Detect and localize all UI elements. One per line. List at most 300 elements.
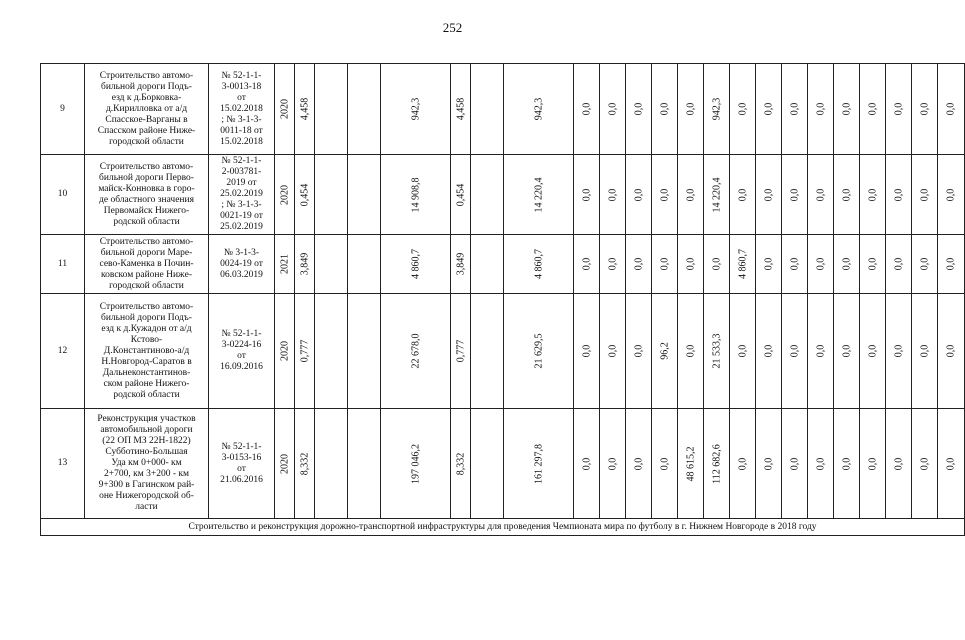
value-cell (912, 155, 938, 235)
value-text: 0,0 (867, 102, 878, 116)
document-number-line: 15.02.2018 (220, 103, 263, 114)
value-cell (834, 64, 860, 155)
value-cell (938, 294, 965, 409)
value-cell (704, 294, 730, 409)
value-text: 0,0 (763, 102, 774, 116)
value-cell (652, 155, 678, 235)
value-text: 0,0 (893, 457, 904, 470)
page-number: 252 (442, 20, 463, 35)
project-name-line: бильной дороги Маре- (100, 247, 193, 258)
value-cell (886, 155, 912, 235)
row-number: 9 (41, 64, 85, 155)
document-number-line: 3-0013-18 (221, 81, 262, 92)
value-text: 0,0 (867, 257, 878, 271)
project-name-line: д.Кирилловка от а/д (105, 103, 188, 114)
value-text: 14 220,4 (533, 177, 544, 212)
value-cell (652, 64, 678, 155)
value-cell (381, 235, 451, 294)
value-text: 161 297,8 (533, 443, 544, 484)
value-text: 0,0 (581, 102, 592, 116)
value-cell (912, 64, 938, 155)
value-cell (471, 155, 504, 235)
document-number-line: № 3-1-3- (223, 247, 260, 258)
project-name-line: Строительство автомо- (99, 70, 194, 81)
document-number-line: 2-003781- (221, 167, 262, 177)
value-text: 0,0 (659, 188, 670, 201)
value-cell (600, 235, 626, 294)
project-name-line: бильной дороги Подъ- (101, 312, 192, 323)
value-cell (756, 64, 782, 155)
value-cell (704, 64, 730, 155)
project-name-line: 2+700, км 3+200 - км (103, 469, 189, 479)
table-row (41, 64, 965, 155)
value-cell (471, 235, 504, 294)
value-cell (860, 235, 886, 294)
project-name-line: Спасском районе Ниже- (97, 125, 196, 136)
value-text: 14 220,4 (711, 177, 722, 212)
project-name-line: сево-Каменка в Почин- (99, 258, 194, 269)
value-text: 4,458 (299, 97, 310, 121)
value-text: 0,0 (607, 257, 618, 271)
document-number-line: № 52-1-1- (221, 156, 262, 166)
value-cell (451, 409, 471, 519)
value-cell (834, 235, 860, 294)
project-name-line: Д.Константиново-а/д (103, 345, 190, 356)
section-title: Строительство и реконструкция дорожно-транспортной инфраструктуры для проведения Чемпионата мира по футболу в г. Нижнем Новгороде в 2018 году (41, 519, 965, 536)
value-cell (834, 409, 860, 519)
row-number: 10 (41, 155, 85, 235)
value-text: 0,0 (737, 102, 748, 116)
document-number-line: от (237, 92, 246, 103)
value-cell (471, 409, 504, 519)
value-text: 4 860,7 (410, 249, 421, 279)
value-cell (808, 294, 834, 409)
project-name-line: Спасское-Варганы в (105, 114, 188, 125)
value-text: 2020 (279, 341, 290, 361)
value-text: 0,0 (815, 457, 826, 470)
value-text: 0,0 (789, 344, 800, 358)
project-name-line: езд к д.Борковка- (111, 92, 182, 103)
value-text: 0,0 (841, 344, 852, 358)
project-name-line: Строительство автомо- (99, 161, 194, 172)
document-number-line: 0021-19 от (220, 211, 263, 221)
value-cell (834, 294, 860, 409)
value-text: 0,0 (919, 188, 930, 201)
value-cell (600, 294, 626, 409)
value-cell (938, 235, 965, 294)
value-cell (756, 235, 782, 294)
value-cell (348, 64, 381, 155)
value-cell (626, 294, 652, 409)
value-text: 2021 (279, 254, 290, 274)
value-text: 0,0 (841, 457, 852, 470)
value-cell (730, 155, 756, 235)
value-cell (451, 64, 471, 155)
value-text: 0,0 (737, 457, 748, 470)
table-row (41, 294, 965, 409)
value-text: 0,0 (789, 102, 800, 116)
document-number-line: № 52-1-1- (221, 70, 262, 81)
value-cell (504, 155, 574, 235)
value-text: 0,0 (607, 344, 618, 358)
value-cell (348, 409, 381, 519)
value-cell (574, 294, 600, 409)
project-name-line: (22 ОП МЗ 22Н-1822) (102, 436, 191, 446)
project-name (85, 64, 209, 155)
value-text: 197 046,2 (410, 443, 421, 484)
document-number-line: 25.02.2019 (220, 189, 263, 199)
value-text: 0,0 (867, 457, 878, 470)
value-text: 942,3 (711, 97, 722, 121)
value-text: 0,0 (633, 457, 644, 470)
project-name-line: Дальнеконстантинов- (102, 367, 191, 378)
project-name (85, 155, 209, 235)
value-text: 0,0 (789, 457, 800, 470)
document-number (209, 235, 275, 294)
value-cell (886, 64, 912, 155)
value-cell (451, 235, 471, 294)
value-cell (860, 64, 886, 155)
value-text: 0,0 (919, 457, 930, 470)
value-text: 21 629,5 (533, 333, 544, 369)
value-text: 0,0 (763, 457, 774, 470)
value-cell (315, 294, 348, 409)
table-row (41, 409, 965, 519)
row-number: 12 (41, 294, 85, 409)
value-cell (808, 409, 834, 519)
projects-table (40, 63, 965, 536)
document-number-line: 21.06.2016 (220, 474, 263, 485)
value-text: 0,0 (893, 344, 904, 358)
document-number-line: № 52-1-1- (221, 329, 262, 339)
value-text: 0,0 (685, 188, 696, 201)
value-cell (652, 294, 678, 409)
project-name-line: Субботино-Большая (105, 447, 188, 457)
value-text: 0,0 (945, 257, 957, 271)
project-name-line: Реконструкция участков (97, 414, 196, 424)
value-text: 8,332 (455, 452, 466, 475)
document-number (209, 409, 275, 519)
document-number-line: от (237, 463, 246, 474)
value-text: 0,0 (581, 344, 592, 358)
value-cell (295, 409, 315, 519)
value-text: 2020 (279, 453, 290, 474)
footer-row (41, 519, 965, 536)
value-cell (315, 64, 348, 155)
value-cell (504, 294, 574, 409)
value-text: 0,0 (659, 257, 670, 271)
value-cell (704, 235, 730, 294)
value-text: 0,0 (919, 257, 930, 271)
project-name-line: Первомайск Нижего- (103, 205, 190, 216)
project-name-line: майск-Конновка в горо- (98, 183, 195, 194)
document-number-line: ; № 3-1-3- (221, 114, 262, 125)
value-cell (808, 155, 834, 235)
project-name-line: Уда км 0+000- км (111, 458, 182, 468)
value-text: 3,849 (455, 252, 466, 276)
document-number (209, 64, 275, 155)
value-text: 0,0 (763, 257, 774, 271)
value-cell (315, 155, 348, 235)
value-cell (451, 294, 471, 409)
document-number (209, 294, 275, 409)
document-number-line: 25.02.2019 (220, 222, 263, 232)
table-row (41, 235, 965, 294)
value-text: 4 860,7 (533, 249, 544, 279)
value-cell (860, 294, 886, 409)
value-text: 0,0 (945, 344, 957, 358)
project-name-line: ласти (135, 502, 158, 512)
value-text: 0,0 (815, 257, 826, 271)
value-cell (381, 155, 451, 235)
project-name-line: езд к д.Кужадон от а/д (101, 323, 192, 334)
value-text: 8,332 (299, 452, 310, 475)
value-cell (756, 409, 782, 519)
document-number-line: 16.09.2016 (220, 362, 263, 372)
value-cell (730, 294, 756, 409)
value-cell (275, 64, 295, 155)
value-cell (348, 235, 381, 294)
value-text: 0,0 (607, 457, 618, 470)
value-cell (348, 294, 381, 409)
table-row (41, 155, 965, 235)
value-text: 2020 (279, 184, 290, 205)
value-cell (938, 409, 965, 519)
value-cell (860, 409, 886, 519)
value-text: 0,777 (299, 339, 310, 363)
value-cell (808, 64, 834, 155)
value-text: 0,0 (737, 188, 748, 201)
value-text: 0,0 (919, 102, 930, 116)
project-name-line: 9+300 в Гагинском рай- (98, 480, 195, 490)
project-name-line: Н.Новгород-Саратов в (101, 356, 192, 367)
value-cell (600, 409, 626, 519)
value-cell (782, 64, 808, 155)
value-cell (381, 294, 451, 409)
value-text: 0,0 (945, 102, 957, 116)
value-cell (730, 64, 756, 155)
document-number (209, 155, 275, 235)
value-cell (295, 64, 315, 155)
project-name-line: Строительство автомо- (99, 301, 194, 312)
document-number-line: 3-0153-16 (221, 452, 262, 463)
value-cell (756, 294, 782, 409)
value-text: 4 860,7 (737, 249, 748, 279)
project-name-line: бильной дороги Перво- (99, 172, 194, 183)
value-cell (504, 64, 574, 155)
value-cell (704, 409, 730, 519)
value-text: 0,0 (893, 102, 904, 116)
value-cell (626, 155, 652, 235)
project-name-line: ском районе Нижего- (103, 378, 190, 389)
value-text: 0,0 (893, 188, 904, 201)
project-name-line: Строительство автомо- (99, 236, 194, 247)
value-cell (782, 235, 808, 294)
value-text: 96,2 (659, 342, 670, 360)
value-text: 0,0 (815, 188, 826, 201)
value-cell (574, 155, 600, 235)
project-name-line: Кстово- (130, 334, 163, 345)
value-text: 0,0 (581, 257, 592, 271)
value-cell (315, 235, 348, 294)
project-name-line: ковском районе Нижe- (101, 269, 192, 280)
value-text: 0,0 (815, 102, 826, 116)
value-text: 0,0 (945, 188, 957, 201)
value-cell (678, 64, 704, 155)
value-text: 0,0 (607, 102, 618, 116)
value-text: 0,0 (711, 257, 722, 271)
row-number: 11 (41, 235, 85, 294)
value-cell (756, 155, 782, 235)
value-cell (782, 294, 808, 409)
value-text: 0,0 (841, 102, 852, 116)
document-number-line: № 52-1-1- (221, 441, 262, 452)
value-cell (652, 409, 678, 519)
value-cell (678, 235, 704, 294)
project-name-line: оне Нижегородской об- (99, 491, 194, 501)
value-text: 14 908,8 (410, 177, 421, 212)
value-cell (381, 409, 451, 519)
value-cell (704, 155, 730, 235)
value-text: 0,0 (919, 344, 930, 358)
value-text: 0,0 (685, 344, 696, 358)
row-number: 13 (41, 409, 85, 519)
value-cell (730, 409, 756, 519)
value-cell (626, 64, 652, 155)
value-cell (938, 64, 965, 155)
project-name (85, 294, 209, 409)
value-text: 0,0 (737, 344, 748, 358)
value-text: 3,849 (299, 252, 310, 276)
document-number-line: 2019 от (226, 178, 257, 188)
project-name-line: городской области (109, 280, 184, 291)
value-cell (834, 155, 860, 235)
project-name-line: автомобильной дороги (100, 425, 193, 435)
project-name (85, 409, 209, 519)
value-text: 0,0 (815, 344, 826, 358)
value-cell (504, 409, 574, 519)
document-number-line: 15.02.2018 (220, 136, 263, 147)
value-text: 0,0 (659, 102, 670, 116)
value-text: 0,0 (633, 344, 644, 358)
value-text: 21 533,3 (711, 333, 722, 369)
value-cell (275, 294, 295, 409)
value-cell (348, 155, 381, 235)
project-name (85, 235, 209, 294)
value-cell (678, 155, 704, 235)
value-text: 0,0 (685, 257, 696, 271)
document-number-line: 3-0224-16 (221, 340, 262, 350)
value-text: 0,0 (633, 102, 644, 116)
value-text: 0,454 (299, 183, 310, 206)
document-number-line: от (237, 351, 246, 361)
value-text: 0,0 (789, 188, 800, 201)
value-cell (451, 155, 471, 235)
value-cell (574, 235, 600, 294)
value-cell (886, 409, 912, 519)
value-cell (782, 155, 808, 235)
value-cell (808, 235, 834, 294)
value-text: 112 682,6 (711, 443, 722, 484)
value-cell (315, 409, 348, 519)
value-text: 0,0 (945, 457, 957, 470)
document-number-line: ; № 3-1-3- (221, 200, 262, 210)
value-text: 0,0 (633, 257, 644, 271)
value-text: 0,0 (867, 344, 878, 358)
value-text: 0,0 (763, 188, 774, 201)
project-name-line: де областного значения (99, 194, 194, 205)
value-cell (275, 409, 295, 519)
value-text: 942,3 (410, 97, 421, 121)
value-cell (912, 409, 938, 519)
value-cell (471, 294, 504, 409)
project-name-line: бильной дороги Подъ- (101, 81, 192, 92)
value-cell (782, 409, 808, 519)
value-cell (574, 409, 600, 519)
value-text: 0,0 (607, 188, 618, 201)
value-text: 2020 (279, 99, 290, 119)
value-cell (295, 155, 315, 235)
value-text: 942,3 (533, 97, 544, 121)
value-text: 0,0 (841, 257, 852, 271)
document-number-line: 06.03.2019 (220, 269, 263, 280)
value-cell (295, 294, 315, 409)
value-cell (886, 294, 912, 409)
value-cell (275, 235, 295, 294)
value-text: 0,0 (581, 188, 592, 201)
value-cell (381, 64, 451, 155)
value-text: 0,777 (455, 339, 466, 363)
project-name-line: родской области (113, 216, 180, 227)
value-cell (295, 235, 315, 294)
value-text: 0,0 (581, 457, 592, 470)
value-text: 48 615,2 (685, 446, 696, 481)
value-text: 0,454 (455, 183, 466, 206)
value-cell (275, 155, 295, 235)
value-text: 0,0 (893, 257, 904, 271)
value-cell (652, 235, 678, 294)
value-text: 22 678,0 (410, 333, 421, 369)
value-cell (504, 235, 574, 294)
value-text: 0,0 (659, 457, 670, 470)
value-cell (912, 294, 938, 409)
value-cell (678, 409, 704, 519)
value-cell (600, 155, 626, 235)
value-text: 0,0 (867, 188, 878, 201)
value-cell (600, 64, 626, 155)
document-number-line: 0011-18 от (220, 125, 263, 136)
value-cell (938, 155, 965, 235)
value-text: 0,0 (763, 344, 774, 358)
value-cell (886, 235, 912, 294)
value-text: 0,0 (841, 188, 852, 201)
value-cell (730, 235, 756, 294)
document-number-line: 0024-19 от (220, 258, 263, 269)
value-text: 0,0 (685, 102, 696, 116)
value-cell (471, 64, 504, 155)
value-cell (626, 409, 652, 519)
value-text: 0,0 (789, 257, 800, 271)
value-cell (574, 64, 600, 155)
project-name-line: родской области (113, 389, 180, 400)
value-cell (912, 235, 938, 294)
value-cell (626, 235, 652, 294)
value-text: 4,458 (455, 97, 466, 121)
value-text: 0,0 (633, 188, 644, 201)
project-name-line: городской области (109, 136, 184, 147)
value-cell (678, 294, 704, 409)
value-cell (860, 155, 886, 235)
